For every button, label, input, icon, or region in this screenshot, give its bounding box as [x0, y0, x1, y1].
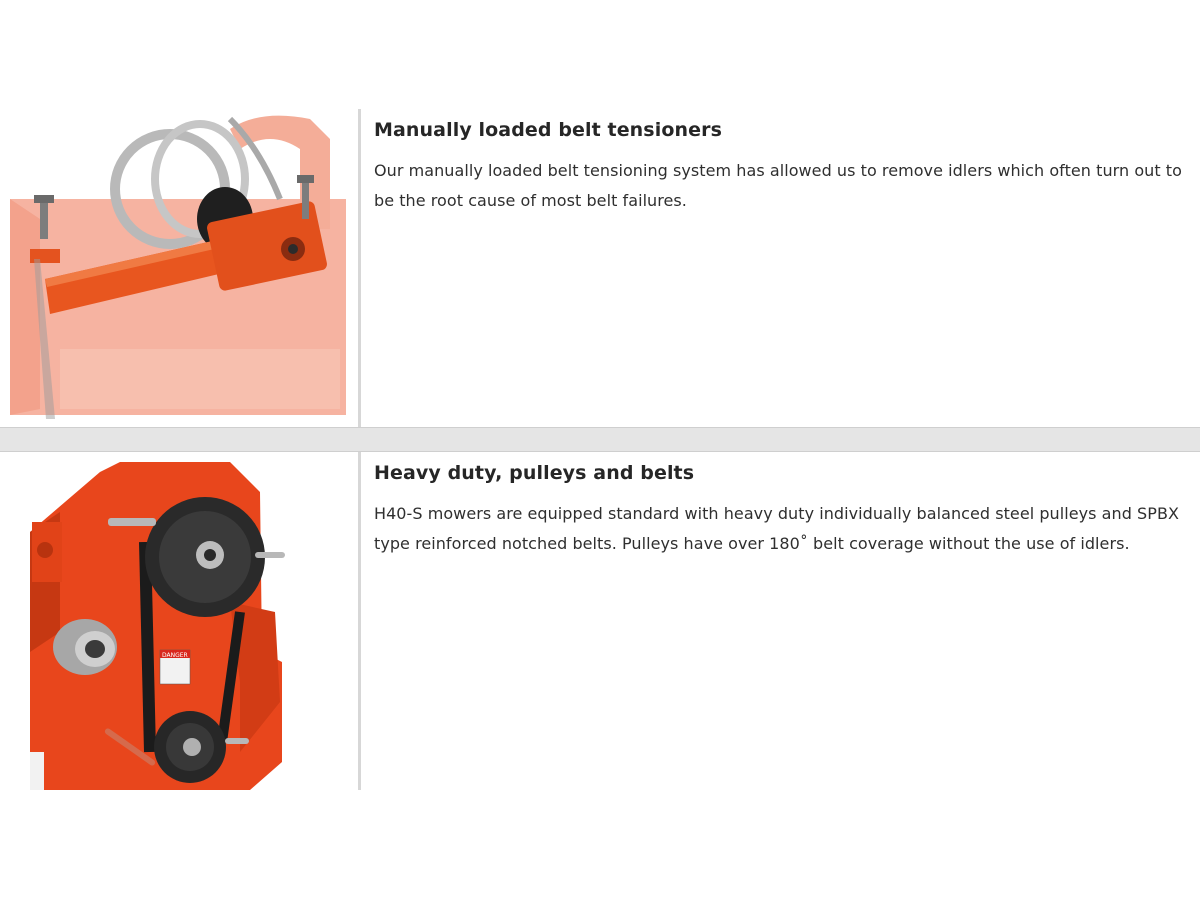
belt-tensioner-illustration — [0, 109, 358, 427]
feature-description: Our manually loaded belt tensioning system has allowed us to remove idlers which often turn out to be the root cause of most belt failures. — [374, 161, 1182, 210]
belt-tensioner-image — [0, 109, 358, 427]
feature-section-pulleys — [0, 452, 1200, 790]
feature-description: H40-S mowers are equipped standard with heavy duty individually balanced steel pulleys and SPBX type reinforced notched belts. Pulleys have over 180˚ belt coverage without the use of idlers. — [374, 504, 1179, 553]
feature-text — [374, 452, 1194, 559]
danger-decal-text: DANGER — [162, 652, 188, 659]
feature-section-tensioners — [0, 109, 1200, 427]
vertical-divider — [358, 109, 361, 427]
feature-title: Heavy duty, pulleys and belts — [374, 462, 695, 484]
feature-text — [374, 109, 1194, 216]
vertical-divider — [358, 452, 361, 790]
pulleys-belts-image — [0, 452, 358, 790]
section-separator-band — [0, 427, 1200, 452]
feature-title: Manually loaded belt tensioners — [374, 119, 722, 141]
pulleys-belts-illustration — [0, 452, 358, 790]
